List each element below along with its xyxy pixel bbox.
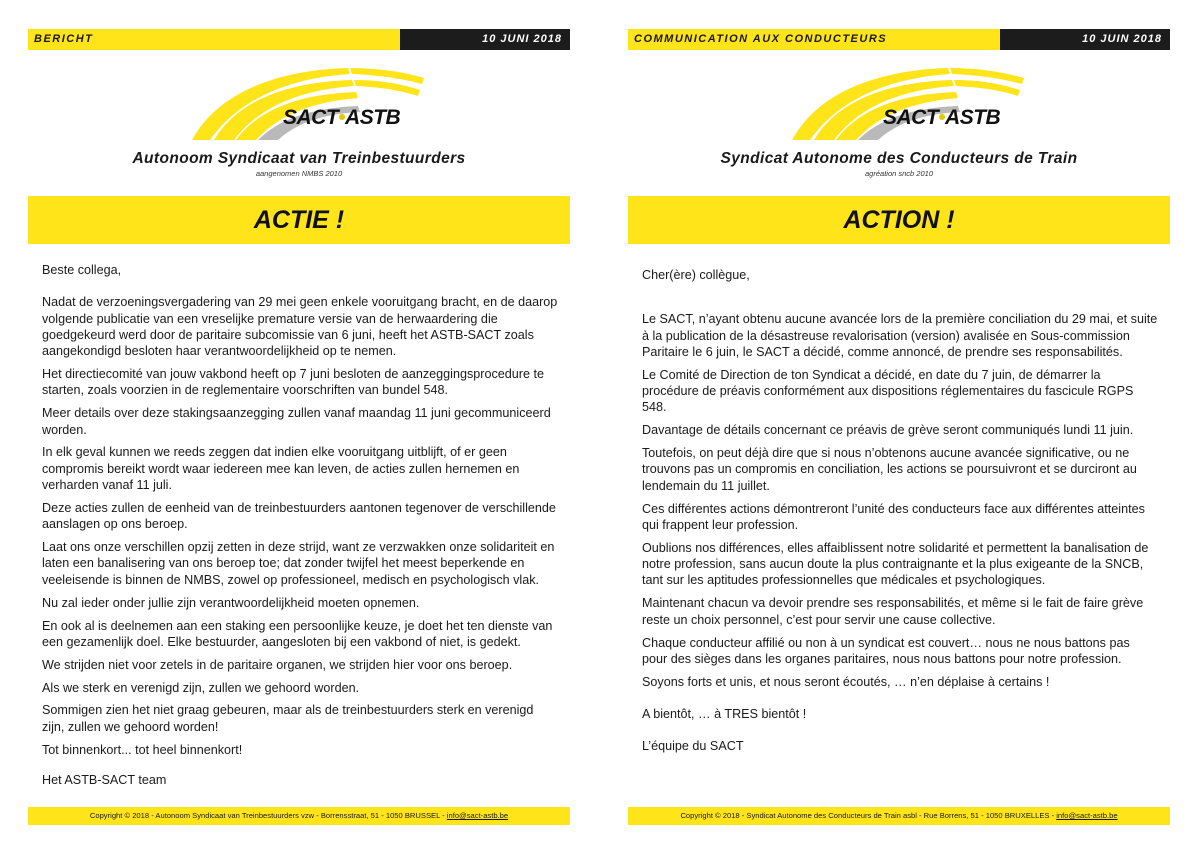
paragraph: Soyons forts et unis, et nous seront écoutés, … n’en déplaise à certains ! xyxy=(642,674,1050,689)
footer-email-link[interactable]: info@sact-astb.be xyxy=(446,811,509,820)
greeting: Beste collega, xyxy=(42,263,122,277)
paragraph: Het directiecomité van jouw vakbond heeft op 7 juni besloten de aanzeggingsprocedure te starten, zoals voorzien in de reglementaire voorschriften van bundel 548. xyxy=(42,367,544,398)
header-bar xyxy=(28,29,570,50)
organization-subtitle: agréation sncb 2010 xyxy=(865,169,933,178)
paragraph: Laat ons onze verschillen opzij zetten in deze strijd, want ze verzwakken onze solidariteit en laten een banalisering van ons beroep toe; dat zonder twijfel het meest beperkende en veeleisende is binnen de NMBS, zowel op professioneel, medisch en psychologisch vlak. xyxy=(42,540,555,587)
greeting: Cher(ère) collègue, xyxy=(642,268,750,282)
footer-copyright: Copyright © 2018 - Syndicat Autonome des Conducteurs de Train asbl - Rue Borrens, 51 - 1050 BRUXELLES - xyxy=(680,811,1057,820)
french-page xyxy=(628,0,1188,849)
header-label: COMMUNICATION AUX CONDUCTEURS xyxy=(628,29,1000,50)
paragraph: We strijden niet voor zetels in de paritaire organen, we strijden hier voor ons beroep. xyxy=(42,657,513,672)
header-bar xyxy=(628,29,1170,50)
paragraph: Ces différentes actions démontreront l’unité des conducteurs face aux différentes atteintes qui frappent leur profession. xyxy=(642,501,1145,532)
action-banner: ACTIE ! xyxy=(28,196,570,244)
sact-astb-logo xyxy=(788,62,1028,142)
paragraph: Deze acties zullen de eenheid van de treinbestuurders aantonen tegenover de verschillende aanslagen op ons beroep. xyxy=(42,500,556,532)
closing: A bientôt, … à TRES bientôt ! xyxy=(642,706,807,721)
organization-name: Syndicat Autonome des Conducteurs de Train xyxy=(720,150,1078,167)
paragraph: Sommigen zien het niet graag gebeuren, maar als de treinbestuurders sterk en verenigd zijn, zullen we gehoord worden! xyxy=(42,703,534,734)
paragraph: Le SACT, n’ayant obtenu aucune avancée lors de la première conciliation du 29 mai, et suite à la publication de la désastreuse revalorisation (version) avalisée en Sous-commission Paritaire le 6 juin, le SACT a décidé, comme annoncé, de prendre ses responsabilités. xyxy=(642,312,1158,359)
paragraph: Maintenant chacun va devoir prendre ses responsabilités, et même si le fait de faire grève reste un choix personnel, c’est pour servir une cause collective. xyxy=(642,596,1144,627)
signature: Het ASTB-SACT team xyxy=(42,772,167,787)
letter-body xyxy=(42,262,558,795)
footer-bar xyxy=(628,807,1170,825)
organization-name: Autonoom Syndicaat van Treinbestuurders xyxy=(132,150,466,167)
header-label: BERICHT xyxy=(28,29,400,50)
paragraph: Nadat de verzoeningsvergadering van 29 mei geen enkele vooruitgang bracht, en de daarop volgende publicatie van een vreselijke premature versie van de herwaardering die goedgekeurd werd door de paritaire subcomissie van 6 juni, heeft het ASTB-SACT zoals aangekondigd besloten haar verantwoordelijkheid op te nemen. xyxy=(42,295,558,359)
logo-wordmark: SACT•ASTB xyxy=(883,106,1001,129)
letter-body xyxy=(642,267,1158,761)
action-banner: ACTION ! xyxy=(628,196,1170,244)
paragraph: Nu zal ieder onder jullie zijn verantwoordelijkheid moeten opnemen. xyxy=(42,595,420,610)
signature: L’équipe du SACT xyxy=(642,739,744,754)
paragraph: Oublions nos différences, elles affaiblissent notre solidarité et permettent la banalisation de notre profession, sans aucun doute la plus contraignante et la plus exigeante de la SNCB, tant sur les aptitudes professionnelles que médicales et psychologiques. xyxy=(642,540,1149,588)
footer-bar xyxy=(28,807,570,825)
organization-subtitle: aangenomen NMBS 2010 xyxy=(255,169,343,178)
paragraph: Davantage de détails concernant ce préavis de grève seront communiqués lundi 11 juin. xyxy=(642,423,1134,438)
header-date: 10 JUNI 2018 xyxy=(400,29,570,50)
dutch-page xyxy=(28,0,588,849)
paragraph: Tot binnenkort... tot heel binnenkort! xyxy=(42,742,243,757)
paragraph: Chaque conducteur affilié ou non à un syndicat est couvert… nous ne nous battons pas pour des sièges dans les organes paritaires, nous nous battons pour notre profession. xyxy=(642,635,1130,666)
logo-wordmark: SACT•ASTB xyxy=(283,106,401,129)
sact-astb-logo xyxy=(188,62,428,142)
logo-stripes-graphic xyxy=(788,62,1028,142)
paragraph: In elk geval kunnen we reeds zeggen dat indien elke vooruitgang uitblijft, of er geen compromis bereikt wordt waar iedereen mee kan leven, de acties zullen hernemen en verharden vanaf 11 juli. xyxy=(42,445,520,493)
paragraph: Meer details over deze stakingsaanzegging zullen vanaf maandag 11 juni gecommuniceerd worden. xyxy=(42,406,551,437)
header-date: 10 JUIN 2018 xyxy=(1000,29,1170,50)
paragraph: Als we sterk en verenigd zijn, zullen we gehoord worden. xyxy=(42,680,360,695)
paragraph: En ook al is deelnemen aan een staking een persoonlijke keuze, je doet het ten dienste van een gezamenlijk doel. Elke bestuurder, aangesloten bij een vakbond of niet, is gedekt. xyxy=(42,618,553,649)
logo-stripes-graphic xyxy=(188,62,428,142)
paragraph: Le Comité de Direction de ton Syndicat a décidé, en date du 7 juin, de démarrer la procédure de préavis conformément aux dispositions réglementaires du fascicule RGPS 548. xyxy=(642,367,1134,415)
footer-email-link[interactable]: info@sact-astb.be xyxy=(1056,811,1118,820)
paragraph: Toutefois, on peut déjà dire que si nous n’obtenons aucune avancée significative, ou ne trouvons pas un compromis en conciliation, les actions se poursuivront et se durciront au lendemain du 11 juillet. xyxy=(642,446,1137,493)
footer-copyright: Copyright © 2018 - Autonoom Syndicaat van Treinbestuurders vzw - Borrensstraat, 51 - 1050 BRUSSEL - xyxy=(89,811,447,820)
